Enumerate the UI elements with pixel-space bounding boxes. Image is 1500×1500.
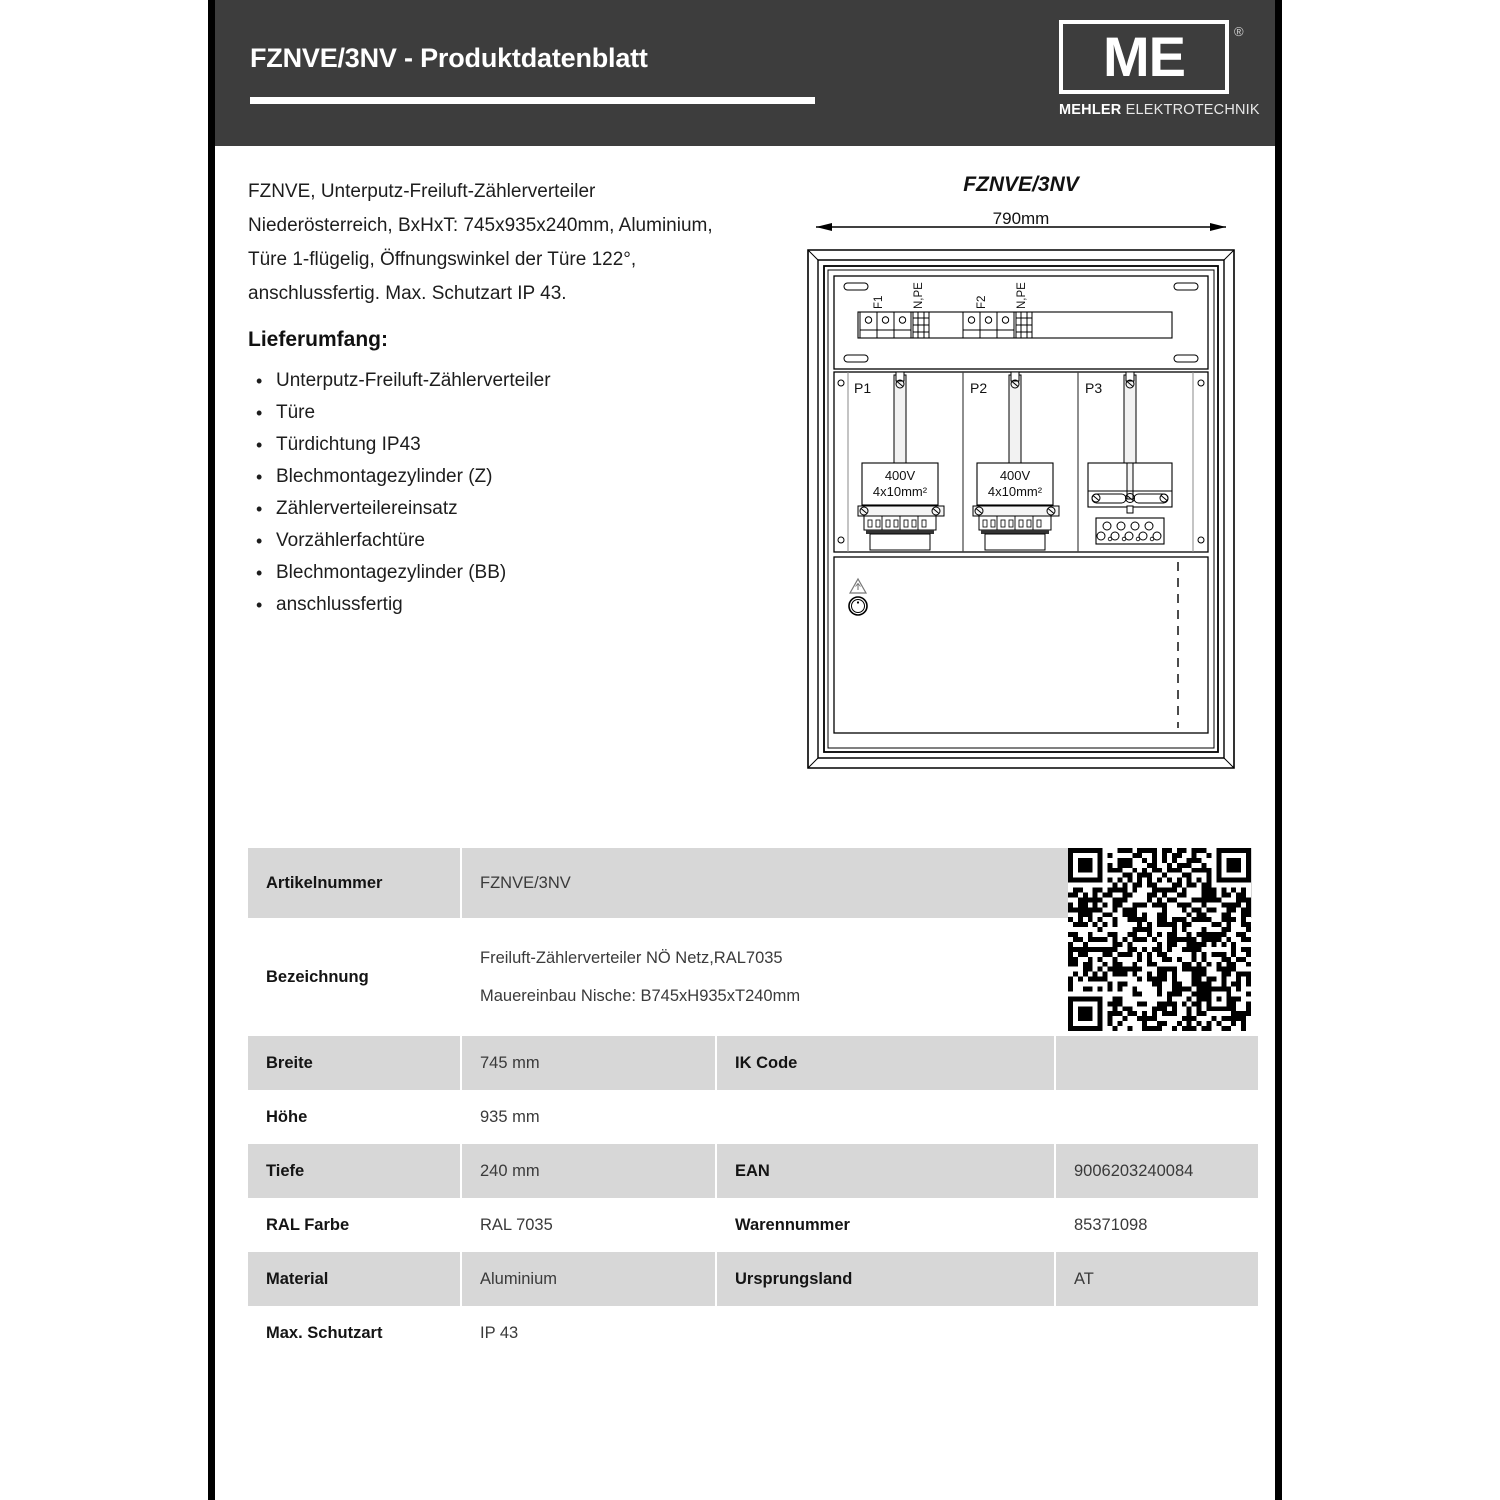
row-value-2 — [1056, 1036, 1258, 1090]
header-rule — [250, 97, 815, 104]
table-row — [248, 1036, 1252, 1090]
meter-cable-p1: 4x10mm² — [872, 484, 928, 499]
row-label-2 — [717, 1090, 1054, 1144]
row-label: Höhe — [266, 1107, 308, 1126]
row-label-2: Warennummer — [735, 1215, 850, 1234]
row-label-2: EAN — [717, 1144, 1054, 1198]
row-label: Max. Schutzart — [266, 1323, 383, 1342]
list-item: • Zählerverteilereinsatz — [276, 493, 746, 525]
logo-company-name-light: ELEKTROTECHNIK — [1125, 102, 1260, 118]
logo-mark: ME — [1103, 25, 1185, 88]
drawing-svg — [800, 165, 1242, 805]
row-label: RAL Farbe — [266, 1215, 350, 1234]
row-value: RAL 7035 — [480, 1215, 553, 1234]
scope-list — [248, 365, 746, 621]
fuse-label-npe-1: N,PE — [913, 282, 925, 309]
row-label: Bezeichnung — [266, 967, 369, 986]
table-row — [248, 1198, 1252, 1252]
panel-label-p1: P1 — [854, 380, 872, 396]
meter-voltage-p2: 400V — [999, 468, 1031, 483]
meter-voltage-p1: 400V — [884, 468, 916, 483]
scope-heading: Lieferumfang: — [248, 328, 389, 351]
row-value: 745 mm — [462, 1036, 715, 1090]
list-item: • anschlussfertig — [276, 589, 746, 621]
row-label-2: Ursprungsland — [717, 1252, 1054, 1306]
registered-trademark-icon: ® — [1234, 24, 1244, 39]
row-value-2: 85371098 — [1074, 1215, 1148, 1234]
list-item: • Blechmontagezylinder (Z) — [276, 461, 746, 493]
row-label: Artikelnummer — [248, 848, 460, 918]
table-row — [248, 1144, 1252, 1198]
row-label: Tiefe — [248, 1144, 460, 1198]
logo-company-name — [1059, 102, 1260, 118]
row-value-2: 9006203240084 — [1056, 1144, 1258, 1198]
row-label-2: IK Code — [717, 1036, 1054, 1090]
qr-code — [1068, 848, 1251, 1031]
row-label-2 — [717, 1306, 1054, 1360]
technical-drawing — [800, 165, 1242, 805]
row-value: IP 43 — [480, 1323, 519, 1342]
fuse-label-f2: F2 — [976, 295, 988, 309]
row-value: FZNVE/3NV — [462, 848, 1252, 918]
qr-code-svg — [1068, 848, 1251, 1031]
row-value: 935 mm — [480, 1107, 540, 1126]
table-row — [248, 1252, 1252, 1306]
row-value-2 — [1056, 1306, 1258, 1360]
row-value-line: Freiluft-Zählerverteiler NÖ Netz,RAL7035 — [480, 949, 783, 967]
list-item: • Blechmontagezylinder (BB) — [276, 557, 746, 589]
logo-box — [1059, 20, 1229, 94]
row-value-line: Mauereinbau Nische: B745xH935xT240mm — [480, 987, 801, 1005]
fuse-label-npe-2: N,PE — [1016, 282, 1028, 309]
table-row — [248, 1090, 1252, 1144]
company-logo — [1053, 18, 1260, 128]
meter-cable-p2: 4x10mm² — [987, 484, 1043, 499]
drawing-title: FZNVE/3NV — [963, 173, 1079, 196]
list-item: • Unterputz-Freiluft-Zählerverteiler — [276, 365, 746, 397]
fuse-label-f1: F1 — [873, 295, 885, 309]
row-value-2: AT — [1056, 1252, 1258, 1306]
row-label: Breite — [248, 1036, 460, 1090]
logo-company-name-bold: MEHLER — [1059, 102, 1122, 118]
panel-label-p2: P2 — [970, 380, 988, 396]
row-label: Material — [248, 1252, 460, 1306]
panel-label-p3: P3 — [1085, 380, 1103, 396]
row-value-2 — [1056, 1090, 1258, 1144]
table-row — [248, 1306, 1252, 1360]
row-value: 240 mm — [462, 1144, 715, 1198]
list-item: • Türe — [276, 397, 746, 429]
drawing-width-dimension-label: 790mm — [992, 209, 1050, 228]
list-item: • Türdichtung IP43 — [276, 429, 746, 461]
page-header — [215, 0, 1275, 146]
product-description: FZNVE, Unterputz-Freiluft-Zählerverteiler Niederösterreich, BxHxT: 745x935x240mm, Aluminium, Türe 1-flügelig, Öffnungswinkel der Türe 122°, anschlussfertig. Max. Schutzart IP 43. — [248, 181, 713, 304]
page-title: FZNVE/3NV - Produktdatenblatt — [250, 43, 648, 73]
list-item: • Vorzählerfachtüre — [276, 525, 746, 557]
row-value: Aluminium — [462, 1252, 715, 1306]
